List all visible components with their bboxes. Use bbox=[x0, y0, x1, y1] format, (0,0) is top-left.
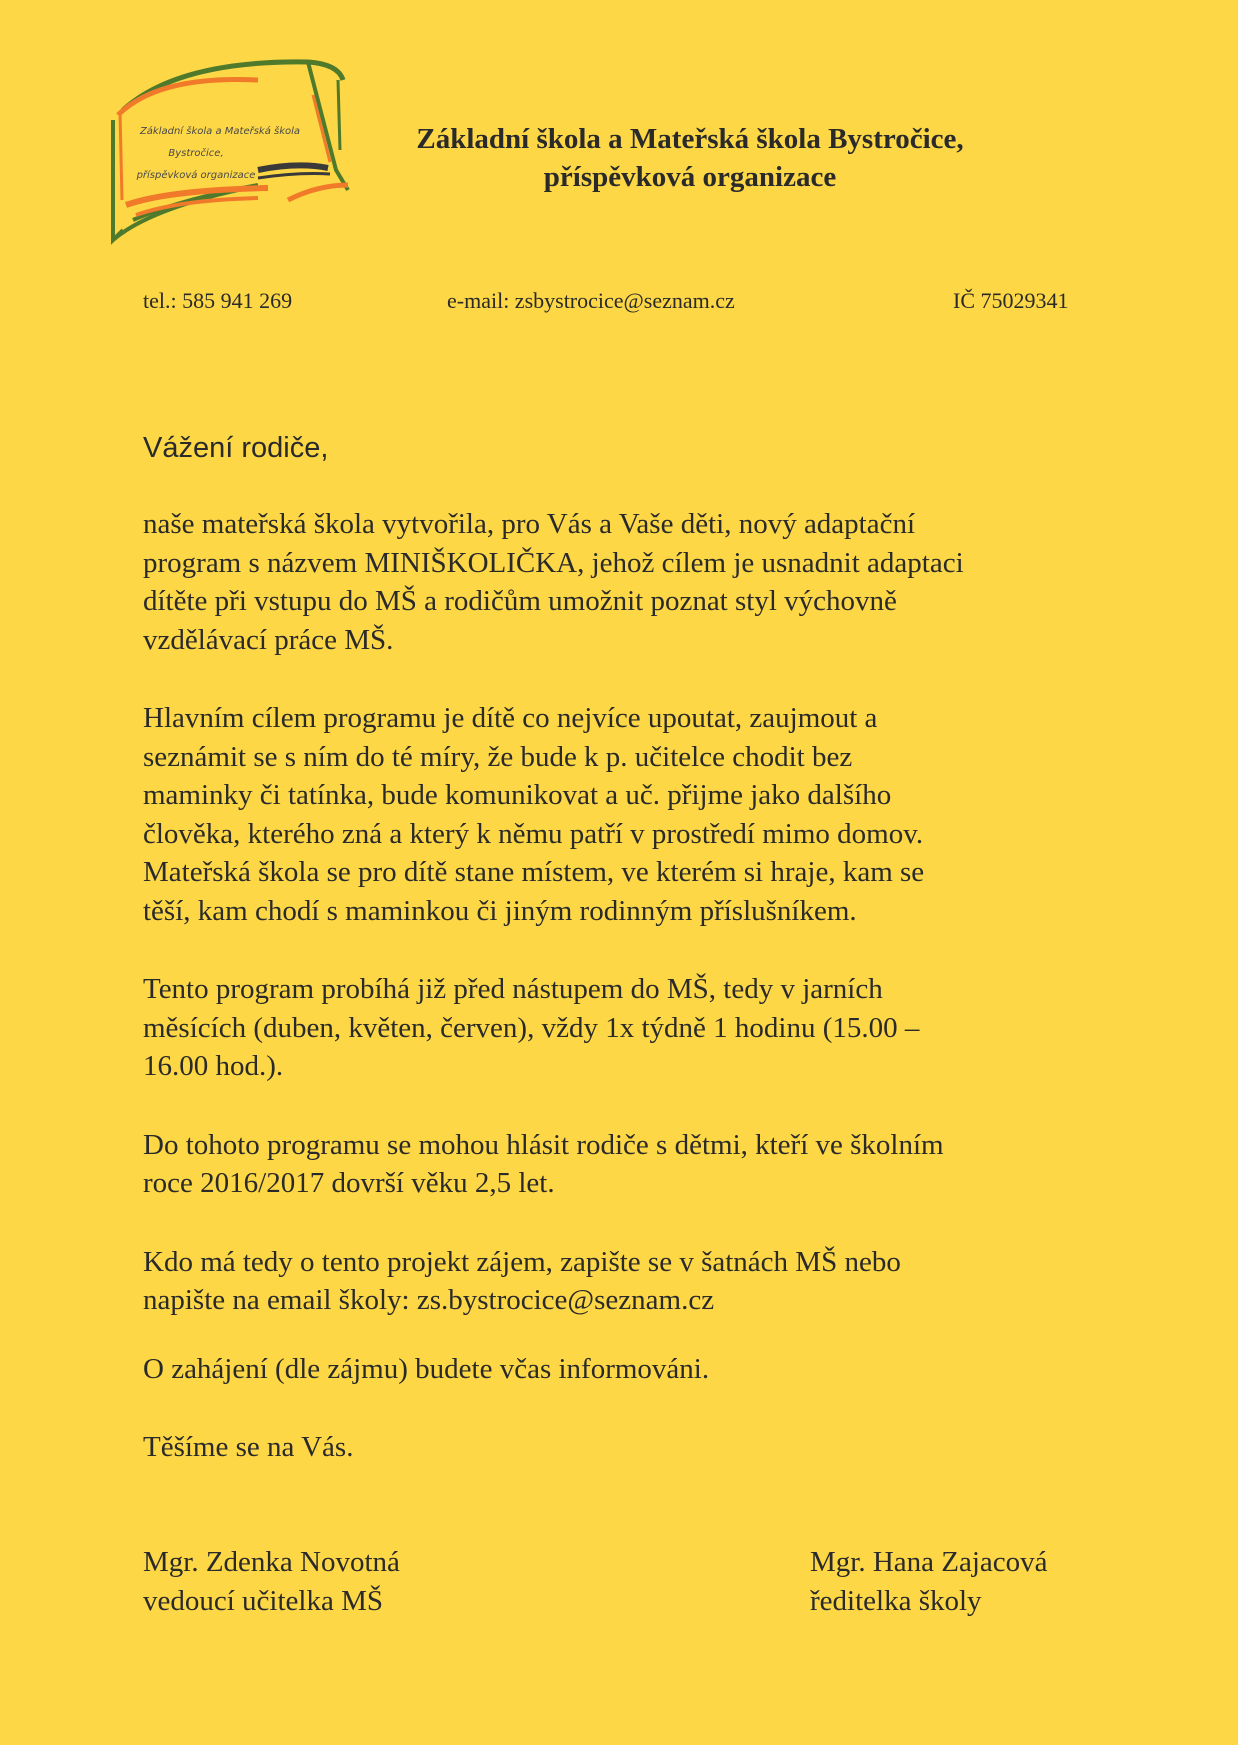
paragraph-line: napište na email školy: zs.bystrocice@seznam.cz bbox=[143, 1284, 715, 1316]
contact-email: e-mail: zsbystrocice@seznam.cz bbox=[447, 288, 735, 313]
contact-telephone: tel.: 585 941 269 bbox=[143, 288, 293, 313]
paragraph-line: těší, kam chodí s maminkou či jiným rodinným příslušníkem. bbox=[143, 894, 857, 927]
letter-paragraph bbox=[143, 1428, 1103, 1467]
paragraph-line: Hlavním cílem programu je dítě co nejvíce upoutat, zaujmout a bbox=[143, 702, 878, 734]
school-name-line1: Základní škola a Mateřská škola Bystročice, bbox=[416, 123, 964, 155]
signature-left bbox=[143, 1543, 400, 1620]
signature-right-role: ředitelka školy bbox=[810, 1584, 982, 1617]
paragraph-line: Mateřská škola se pro dítě stane místem, ve kterém si hraje, kam se bbox=[143, 856, 925, 888]
paragraph-line: měsících (duben, květen, červen), vždy 1x týdně 1 hodinu (15.00 – bbox=[143, 1011, 920, 1044]
signature-right-name: Mgr. Hana Zajacová bbox=[810, 1546, 1048, 1578]
school-logo bbox=[108, 50, 408, 260]
salutation: Vážení rodiče, bbox=[143, 432, 329, 464]
letter-paragraph bbox=[143, 699, 1103, 930]
contact-company-id: IČ 75029341 bbox=[953, 288, 1069, 313]
logo-text-line2: Bystročice, bbox=[168, 148, 224, 159]
signature-left-role: vedoucí učitelka MŠ bbox=[143, 1584, 384, 1617]
letter-body bbox=[143, 505, 1103, 1507]
school-name-heading bbox=[380, 120, 1000, 196]
paragraph-line: Do tohoto programu se mohou hlásit rodiče s dětmi, kteří ve školním bbox=[143, 1128, 944, 1161]
signature-left-name: Mgr. Zdenka Novotná bbox=[143, 1546, 400, 1578]
signature-right bbox=[810, 1543, 1048, 1620]
paragraph-line: Těšíme se na Vás. bbox=[143, 1431, 354, 1463]
logo-text-line1: Základní škola a Mateřská škola bbox=[139, 126, 301, 137]
letter-paragraph bbox=[143, 1126, 1103, 1203]
paragraph-line: maminky či tatínka, bude komunikovat a uč. přijme jako dalšího bbox=[143, 779, 892, 811]
letter-paragraph bbox=[143, 970, 1103, 1086]
logo-text-line3: příspěvková organizace bbox=[136, 170, 256, 181]
paragraph-line: Tento program probíhá již před nástupem do MŠ, tedy v jarních bbox=[143, 973, 883, 1005]
paragraph-line: roce 2016/2017 dovrší věku 2,5 let. bbox=[143, 1167, 555, 1199]
letter-paragraph bbox=[143, 1243, 1103, 1320]
letter-paragraph bbox=[143, 1350, 1103, 1389]
paragraph-line: 16.00 hod.). bbox=[143, 1050, 284, 1082]
paragraph-line: naše mateřská škola vytvořila, pro Vás a Vaše děti, nový adaptační bbox=[143, 508, 916, 540]
paragraph-line: program s názvem MINIŠKOLIČKA, jehož cílem je usnadnit adaptaci bbox=[143, 546, 964, 579]
paragraph-line: člověka, kterého zná a který k němu patří v prostředí mimo domov. bbox=[143, 817, 924, 850]
open-book-logo-icon bbox=[108, 50, 408, 260]
paragraph-line: O zahájení (dle zájmu) budete včas informováni. bbox=[143, 1352, 710, 1385]
school-name-line2: příspěvková organizace bbox=[543, 161, 837, 193]
paragraph-line: dítěte při vstupu do MŠ a rodičům umožnit poznat styl výchovně bbox=[143, 585, 897, 617]
paragraph-line: seznámit se s ním do té míry, že bude k p. učitelce chodit bez bbox=[143, 740, 853, 773]
paragraph-line: vzdělávací práce MŠ. bbox=[143, 623, 394, 656]
letter-paragraph bbox=[143, 505, 1103, 659]
paragraph-line: Kdo má tedy o tento projekt zájem, zapište se v šatnách MŠ nebo bbox=[143, 1245, 901, 1278]
